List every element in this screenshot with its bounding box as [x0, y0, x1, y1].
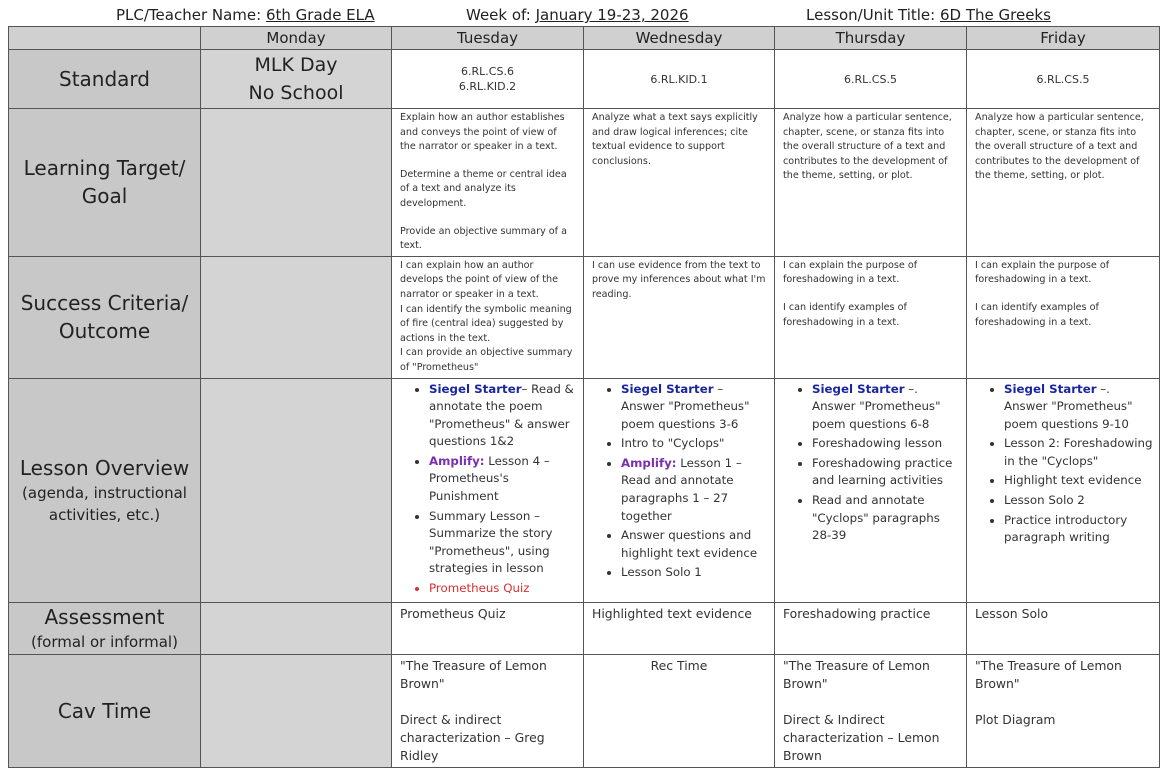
- wednesday-lesson-overview-cell[interactable]: [584, 378, 775, 602]
- corner-cell: [9, 27, 201, 50]
- standard-code: 6.RL.CS.6: [461, 65, 514, 78]
- day-header-tuesday[interactable]: Tuesday: [392, 27, 584, 50]
- wednesday-learning-target-cell[interactable]: [584, 109, 775, 257]
- plc-value[interactable]: 6th Grade ELA: [265, 6, 375, 24]
- assessment-text: Lesson Solo: [975, 605, 1049, 621]
- lesson-overview-row: [9, 378, 1160, 602]
- amplify-label: Amplify:: [429, 453, 485, 468]
- success-criteria-row: [9, 256, 1160, 378]
- list-item: • Prometheus Quiz: [429, 580, 577, 598]
- list-item-text: – Answer "Prometheus" poem questions 3-6: [621, 381, 750, 431]
- friday-cav-time-cell[interactable]: [967, 654, 1160, 767]
- day-header-row: [9, 27, 1160, 50]
- list-item: [812, 381, 960, 434]
- tuesday-standard-cell[interactable]: [392, 50, 584, 109]
- success-criteria-text: I can explain the purpose of foreshadowing in a text.: [975, 259, 1110, 286]
- siegel-starter-label: Siegel Starter: [429, 381, 522, 396]
- list-item: • Foreshadowing practice and learning activities: [812, 455, 960, 490]
- standard-row: [9, 50, 1160, 109]
- cav-time-row: [9, 654, 1160, 767]
- lesson-label: Lesson/Unit Title:: [806, 6, 936, 24]
- learning-target-text: Explain how an author establishes and conveys the point of view of the narrator or speaker in a text.: [400, 112, 565, 153]
- thursday-learning-target-cell[interactable]: [775, 109, 967, 257]
- lesson-field: [806, 6, 1051, 24]
- list-item: • Highlight text evidence: [1004, 472, 1153, 490]
- cav-time-text: Rec Time: [650, 657, 708, 673]
- thursday-assessment-cell[interactable]: [775, 602, 967, 654]
- label-sub-line: (agenda, instructional: [22, 484, 187, 502]
- assessment-text: Foreshadowing practice: [783, 605, 931, 621]
- learning-target-text: Analyze how a particular sentence, chapter, scene, or stanza fits into the overall structure of a text and contributes to the development of the theme, setting, or plot.: [975, 112, 1144, 182]
- plc-label: PLC/Teacher Name:: [116, 6, 262, 24]
- monday-success-criteria-cell[interactable]: [201, 256, 392, 378]
- monday-standard-cell[interactable]: [201, 50, 392, 109]
- monday-lesson-overview-cell[interactable]: [201, 378, 392, 602]
- list-item-text: Lesson 1 – Read and annotate paragraphs 1 – 27 together: [621, 455, 742, 523]
- cav-time-label: Cav Time: [9, 654, 201, 767]
- day-header-thursday[interactable]: Thursday: [775, 27, 967, 50]
- cav-time-text: "The Treasure of Lemon Brown": [783, 657, 930, 691]
- tuesday-cav-time-cell[interactable]: [392, 654, 584, 767]
- amplify-label: Amplify:: [621, 455, 677, 470]
- assessment-row: [9, 602, 1160, 654]
- cav-time-text: "The Treasure of Lemon Brown": [400, 657, 547, 691]
- success-criteria-text: I can explain the purpose of foreshadowing in a text.: [783, 259, 918, 286]
- wednesday-assessment-cell[interactable]: [584, 602, 775, 654]
- cav-time-text: Plot Diagram: [975, 711, 1056, 727]
- wednesday-cav-time-cell[interactable]: [584, 654, 775, 767]
- wednesday-success-criteria-cell[interactable]: [584, 256, 775, 378]
- list-item: • Read and annotate "Cyclops" paragraphs 28-39: [812, 492, 960, 545]
- assessment-text: Prometheus Quiz: [400, 605, 506, 621]
- success-criteria-text: I can identify examples of foreshadowing in a text.: [975, 301, 1099, 328]
- list-item: • Lesson Solo 2: [1004, 492, 1153, 510]
- friday-learning-target-cell[interactable]: [967, 109, 1160, 257]
- label-sub-line: activities, etc.): [48, 506, 161, 524]
- cav-time-text: Direct & indirect characterization – Greg Ridley: [400, 711, 545, 763]
- day-header-wednesday[interactable]: Wednesday: [584, 27, 775, 50]
- week-value[interactable]: January 19-23, 2026: [535, 6, 689, 24]
- success-criteria-label: [9, 256, 201, 378]
- list-item: • Intro to "Cyclops": [621, 435, 768, 453]
- siegel-starter-label: Siegel Starter: [621, 381, 714, 396]
- list-item: • Foreshadowing lesson: [812, 435, 960, 453]
- list-item: [621, 381, 768, 434]
- list-item: [429, 453, 577, 506]
- label-line: Goal: [81, 184, 128, 209]
- document-header: [0, 6, 1168, 26]
- success-criteria-text: I can provide an objective summary of "Prometheus": [400, 347, 573, 373]
- siegel-starter-label: Siegel Starter: [1004, 381, 1097, 396]
- label-line: Assessment: [44, 605, 165, 629]
- tuesday-lesson-overview-cell[interactable]: [392, 378, 584, 602]
- list-item: • Lesson Solo 1: [621, 564, 768, 582]
- list-item: • Answer questions and highlight text evidence: [621, 527, 768, 562]
- list-item-text: –. Answer "Prometheus" poem questions 9-10: [1004, 381, 1133, 431]
- learning-target-text: Determine a theme or central idea of a text and analyze its development.: [400, 168, 567, 209]
- success-criteria-text: I can use evidence from the text to prove my inferences about what I'm reading.: [592, 259, 766, 300]
- monday-learning-target-cell[interactable]: [201, 109, 392, 257]
- tuesday-success-criteria-cell[interactable]: [392, 256, 584, 378]
- list-item-text: –. Answer "Prometheus" poem questions 6-8: [812, 381, 941, 431]
- thursday-standard-cell[interactable]: 6.RL.CS.5: [775, 50, 967, 109]
- lesson-value[interactable]: 6D The Greeks: [939, 6, 1051, 24]
- day-header-friday[interactable]: Friday: [967, 27, 1160, 50]
- list-item: [1004, 381, 1153, 434]
- tuesday-learning-target-cell[interactable]: [392, 109, 584, 257]
- thursday-lesson-overview-cell[interactable]: [775, 378, 967, 602]
- monday-holiday-line2: No School: [248, 82, 344, 104]
- monday-assessment-cell[interactable]: [201, 602, 392, 654]
- list-item: • Summary Lesson – Summarize the story "Prometheus", using strategies in lesson: [429, 508, 577, 578]
- list-item-text: Lesson 4 – Prometheus's Punishment: [429, 453, 550, 504]
- day-header-monday[interactable]: Monday: [201, 27, 392, 50]
- standard-code: 6.RL.KID.2: [458, 80, 517, 93]
- lesson-plan-table: [8, 26, 1160, 768]
- friday-standard-cell[interactable]: 6.RL.CS.5: [967, 50, 1160, 109]
- label-sub-line: (formal or informal): [31, 633, 178, 651]
- cav-time-text: Direct & Indirect characterization – Lemon Brown: [783, 711, 940, 763]
- tuesday-assessment-cell[interactable]: [392, 602, 584, 654]
- week-label: Week of:: [466, 6, 531, 24]
- success-criteria-text: I can identify the symbolic meaning of fire (central idea) suggested by actions in the text.: [400, 303, 572, 344]
- learning-target-row: [9, 109, 1160, 257]
- monday-cav-time-cell[interactable]: [201, 654, 392, 767]
- label-line: Learning Target/: [23, 156, 186, 181]
- week-field: [466, 6, 689, 24]
- thursday-success-criteria-cell[interactable]: [775, 256, 967, 378]
- lesson-overview-label: [9, 378, 201, 602]
- thursday-cav-time-cell[interactable]: [775, 654, 967, 767]
- list-item: [621, 455, 768, 525]
- label-line: Outcome: [58, 319, 151, 344]
- learning-target-text: Provide an objective summary of a text.: [400, 225, 567, 252]
- list-item: • Practice introductory paragraph writing: [1004, 512, 1153, 547]
- friday-lesson-overview-cell[interactable]: [967, 378, 1160, 602]
- friday-assessment-cell[interactable]: [967, 602, 1160, 654]
- monday-holiday-line1: MLK Day: [254, 54, 338, 76]
- success-criteria-text: I can identify examples of foreshadowing in a text.: [783, 301, 907, 328]
- list-item-text: – Read & annotate the poem "Prometheus" & answer questions 1&2: [429, 381, 574, 449]
- wednesday-standard-cell[interactable]: 6.RL.KID.1: [584, 50, 775, 109]
- siegel-starter-label: Siegel Starter: [812, 381, 905, 396]
- learning-target-text: Analyze what a text says explicitly and draw logical inferences; cite textual evidence to support conclusions.: [592, 112, 758, 167]
- list-item: • Lesson 2: Foreshadowing in the "Cyclops": [1004, 435, 1153, 470]
- cav-time-text: "The Treasure of Lemon Brown": [975, 657, 1122, 691]
- list-item: [429, 381, 577, 451]
- success-criteria-text: I can explain how an author develops the point of view of the narrator or speaker in a text.: [400, 259, 559, 300]
- label-line: Success Criteria/: [20, 291, 189, 316]
- friday-success-criteria-cell[interactable]: [967, 256, 1160, 378]
- assessment-text: Highlighted text evidence: [592, 605, 752, 621]
- label-line: Lesson Overview: [19, 456, 190, 480]
- plc-field: [116, 6, 375, 24]
- standard-label: Standard: [9, 50, 201, 109]
- learning-target-label: [9, 109, 201, 257]
- assessment-label: [9, 602, 201, 654]
- learning-target-text: Analyze how a particular sentence, chapter, scene, or stanza fits into the overall structure of a text and contributes to the development of the theme, setting, or plot.: [783, 112, 952, 182]
